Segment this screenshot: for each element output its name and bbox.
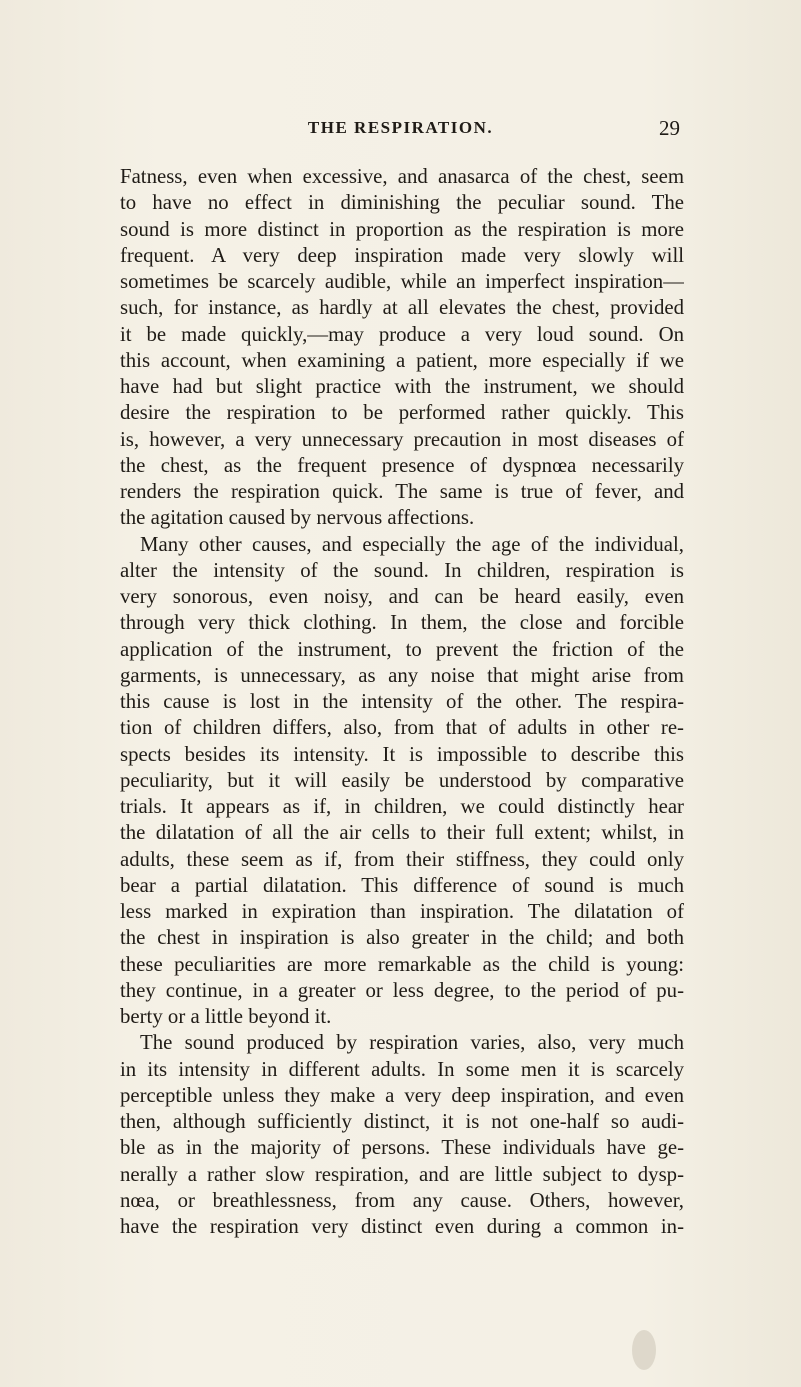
text-line: Fatness, even when excessive, and anasarca of the chest, seem	[120, 165, 684, 188]
text-line: have the respiration very distinct even during a common in-	[120, 1215, 684, 1238]
body-text	[120, 164, 684, 1240]
text-line: they continue, in a greater or less degree, to the period of pu-	[120, 978, 684, 1002]
text-line: these peculiarities are more remarkable as the child is young:	[120, 952, 684, 976]
text-line: peculiarity, but it will easily be understood by comparative	[120, 768, 684, 792]
text-line: have had but slight practice with the instrument, we should	[120, 375, 684, 398]
running-head: THE RESPIRATION.	[307, 118, 494, 137]
text-line: ble as in the majority of persons. These individuals have ge-	[120, 1136, 684, 1160]
text-line: frequent. A very deep inspiration made very slowly will	[120, 243, 684, 267]
text-line: sometimes be scarcely audible, while an imperfect inspiration—	[120, 270, 684, 293]
text-line: this cause is lost in the intensity of the other. The respira-	[120, 690, 684, 713]
text-line: perceptible unless they make a very deep inspiration, and even	[120, 1083, 684, 1107]
text-line: the agitation caused by nervous affections.	[120, 506, 475, 530]
text-line: it be made quickly,—may produce a very loud sound. On	[120, 322, 684, 346]
text-line: trials. It appears as if, in children, we could distinctly hear	[120, 795, 684, 818]
text-line: such, for instance, as hardly at all elevates the chest, provided	[120, 296, 684, 320]
text-line: renders the respiration quick. The same is true of fever, and	[120, 480, 684, 503]
text-line: tion of children differs, also, from that of adults in other re-	[120, 716, 684, 740]
text-line: desire the respiration to be performed rather quickly. This	[120, 401, 684, 425]
text-line: very sonorous, even noisy, and can be heard easily, even	[120, 585, 684, 608]
text-line: spects besides its intensity. It is impossible to describe this	[120, 742, 684, 766]
text-line: the dilatation of all the air cells to their full extent; whilst, in	[120, 821, 684, 845]
text-line: the chest, as the frequent presence of dyspnœa necessarily	[120, 453, 684, 477]
text-line: then, although sufficiently distinct, it is not one-half so audi-	[120, 1110, 684, 1133]
text-line: bear a partial dilatation. This difference of sound is much	[120, 873, 684, 897]
text-line: sound is more distinct in proportion as the respiration is more	[120, 217, 684, 241]
text-line: application of the instrument, to prevent the friction of the	[120, 637, 684, 661]
text-line: adults, these seem as if, from their stiffness, they could only	[120, 847, 684, 871]
text-line: the chest in inspiration is also greater in the child; and both	[120, 926, 684, 950]
text-line: this account, when examining a patient, more especially if we	[120, 348, 684, 372]
page-smudge	[632, 1330, 656, 1370]
page-number: 29	[659, 116, 680, 140]
text-line: The sound produced by respiration varies, also, very much	[140, 1031, 684, 1055]
text-line: alter the intensity of the sound. In children, respiration is	[120, 558, 684, 582]
text-line: garments, is unnecessary, as any noise that might arise from	[120, 663, 684, 687]
page-header	[0, 118, 801, 146]
text-line: to have no effect in diminishing the peculiar sound. The	[120, 191, 684, 215]
text-line: through very thick clothing. In them, the close and forcible	[120, 611, 684, 635]
text-line: berty or a little beyond it.	[120, 1005, 332, 1028]
text-line: nœa, or breathlessness, from any cause. Others, however,	[120, 1188, 684, 1212]
text-line: nerally a rather slow respiration, and are little subject to dysp-	[120, 1162, 684, 1186]
text-line: Many other causes, and especially the age of the individual,	[140, 532, 684, 556]
text-line: in its intensity in different adults. In some men it is scarcely	[120, 1057, 684, 1081]
text-line: less marked in expiration than inspiration. The dilatation of	[120, 900, 684, 923]
text-line: is, however, a very unnecessary precaution in most diseases of	[120, 427, 684, 451]
